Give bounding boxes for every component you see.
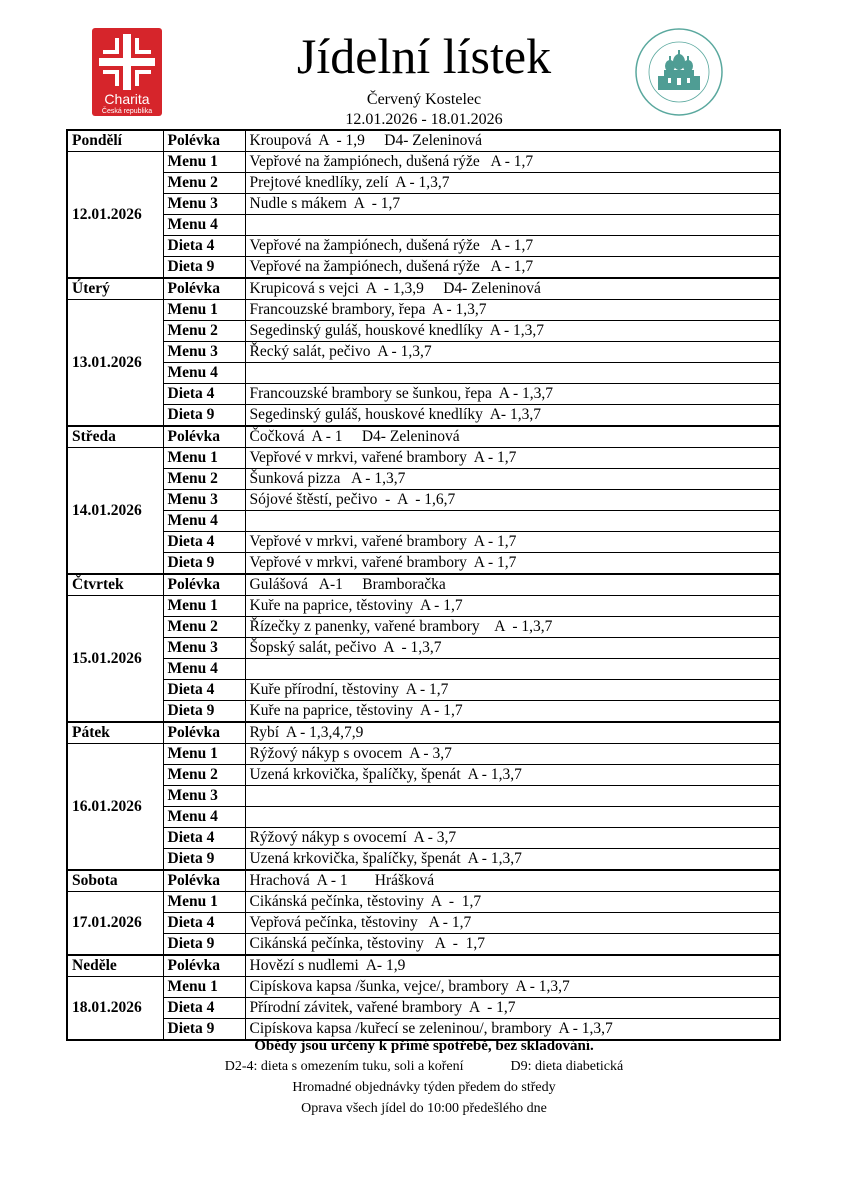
- meal-description: Francouzské brambory, řepa A - 1,3,7: [245, 300, 780, 321]
- day-date: 16.01.2026: [67, 744, 163, 871]
- meal-description: Rýžový nákyp s ovocem A - 3,7: [245, 744, 780, 765]
- meal-type: Dieta 9: [163, 934, 245, 956]
- day-date: 15.01.2026: [67, 596, 163, 723]
- meal-type: Menu 2: [163, 173, 245, 194]
- meal-type: Menu 1: [163, 892, 245, 913]
- meal-type: Menu 1: [163, 152, 245, 173]
- meal-description: Vepřové na žampiónech, dušená rýže A - 1,7: [245, 152, 780, 173]
- menu-row: [67, 300, 780, 321]
- menu-row: [67, 617, 780, 638]
- meal-description: Cipískova kapsa /kuřecí se zeleninou/, brambory A - 1,3,7: [245, 1019, 780, 1041]
- meal-description: Kroupová A - 1,9 D4- Zeleninová: [245, 130, 780, 152]
- meal-description: Vepřové na žampiónech, dušená rýže A - 1,7: [245, 257, 780, 279]
- meal-description: [245, 659, 780, 680]
- meal-type: Menu 1: [163, 596, 245, 617]
- menu-row: [67, 236, 780, 257]
- meal-description: Segedinský guláš, houskové knedlíky A- 1,3,7: [245, 405, 780, 427]
- diet-d9-legend: D9: dieta diabetická: [510, 1059, 624, 1074]
- meal-type: Menu 1: [163, 744, 245, 765]
- diet-d2-4-legend: D2-4: dieta s omezením tuku, soli a koření: [224, 1059, 464, 1074]
- menu-row: [67, 152, 780, 173]
- menu-row: [67, 405, 780, 427]
- day-name: Pondělí: [67, 130, 163, 152]
- day-date: 12.01.2026: [67, 152, 163, 279]
- menu-row: [67, 532, 780, 553]
- menu-row: [67, 744, 780, 765]
- meal-type: Dieta 4: [163, 828, 245, 849]
- meal-type: Polévka: [163, 426, 245, 448]
- menu-row: [67, 596, 780, 617]
- menu-row: [67, 849, 780, 871]
- menu-row: [67, 786, 780, 807]
- meal-type: Menu 3: [163, 786, 245, 807]
- meal-description: Přírodní závitek, vařené brambory A - 1,7: [245, 998, 780, 1019]
- menu-row: [67, 448, 780, 469]
- meal-type: Menu 2: [163, 617, 245, 638]
- menu-row: [67, 173, 780, 194]
- meal-type: Dieta 4: [163, 532, 245, 553]
- meal-type: Menu 2: [163, 321, 245, 342]
- meal-type: Dieta 9: [163, 553, 245, 575]
- meal-description: Čočková A - 1 D4- Zeleninová: [245, 426, 780, 448]
- day-name: Úterý: [67, 278, 163, 300]
- meal-type: Dieta 9: [163, 257, 245, 279]
- menu-row: [67, 892, 780, 913]
- menu-table: [66, 129, 781, 1041]
- menu-row: [67, 511, 780, 532]
- meal-description: Kuře na paprice, těstoviny A - 1,7: [245, 596, 780, 617]
- location: Červený Kostelec: [366, 91, 482, 108]
- meal-description: [245, 511, 780, 532]
- meal-type: Polévka: [163, 870, 245, 892]
- menu-row: [67, 321, 780, 342]
- menu-row: [67, 765, 780, 786]
- menu-row: [67, 194, 780, 215]
- meal-description: [245, 215, 780, 236]
- menu-row: [67, 807, 780, 828]
- day-date: 18.01.2026: [67, 977, 163, 1041]
- meal-type: Menu 4: [163, 659, 245, 680]
- storage-note: Obědy jsou určeny k přímé spotřebě, bez skladování.: [254, 1038, 594, 1054]
- meal-type: Menu 2: [163, 469, 245, 490]
- meal-description: Hrachová A - 1 Hrášková: [245, 870, 780, 892]
- menu-row: [67, 638, 780, 659]
- meal-description: Prejtové knedlíky, zelí A - 1,3,7: [245, 173, 780, 194]
- meal-description: Řízečky z panenky, vařené brambory A - 1,3,7: [245, 617, 780, 638]
- meal-type: Dieta 9: [163, 1019, 245, 1041]
- meal-type: Polévka: [163, 955, 245, 977]
- menu-row: [67, 215, 780, 236]
- meal-description: Šunková pizza A - 1,3,7: [245, 469, 780, 490]
- meal-description: Vepřové v mrkvi, vařené brambory A - 1,7: [245, 448, 780, 469]
- meal-type: Menu 1: [163, 977, 245, 998]
- meal-type: Menu 2: [163, 765, 245, 786]
- page-title: Jídelní lístek: [296, 28, 552, 84]
- diet-legend: [0, 1059, 848, 1075]
- meal-description: Nudle s mákem A - 1,7: [245, 194, 780, 215]
- meal-description: Krupicová s vejci A - 1,3,9 D4- Zeleninová: [245, 278, 780, 300]
- day-name: Neděle: [67, 955, 163, 977]
- meal-type: Polévka: [163, 130, 245, 152]
- meal-description: Rýžový nákyp s ovocemí A - 3,7: [245, 828, 780, 849]
- meal-description: Rybí A - 1,3,4,7,9: [245, 722, 780, 744]
- meal-description: Cikánská pečínka, těstoviny A - 1,7: [245, 892, 780, 913]
- meal-description: Vepřová pečínka, těstoviny A - 1,7: [245, 913, 780, 934]
- day-date: 14.01.2026: [67, 448, 163, 575]
- date-range: 12.01.2026 - 18.01.2026: [345, 111, 503, 128]
- day-header-row: [67, 574, 780, 596]
- day-name: Sobota: [67, 870, 163, 892]
- meal-type: Menu 3: [163, 490, 245, 511]
- meal-description: Segedinský guláš, houskové knedlíky A - 1,3,7: [245, 321, 780, 342]
- menu-row: [67, 977, 780, 998]
- day-header-row: [67, 955, 780, 977]
- day-header-row: [67, 426, 780, 448]
- menu-row: [67, 363, 780, 384]
- meal-type: Menu 1: [163, 448, 245, 469]
- meal-type: Menu 3: [163, 342, 245, 363]
- meal-type: Dieta 9: [163, 405, 245, 427]
- menu-row: [67, 257, 780, 279]
- menu-row: [67, 469, 780, 490]
- day-date: 17.01.2026: [67, 892, 163, 956]
- menu-row: [67, 998, 780, 1019]
- meal-type: Dieta 4: [163, 913, 245, 934]
- meal-description: Sójové štěstí, pečivo - A - 1,6,7: [245, 490, 780, 511]
- menu-row: [67, 701, 780, 723]
- menu-row: [67, 490, 780, 511]
- corrections-note: Oprava všech jídel do 10:00 předešlého dne: [301, 1101, 547, 1116]
- meal-type: Dieta 4: [163, 680, 245, 701]
- menu-row: [67, 828, 780, 849]
- meal-description: Uzená krkovička, špalíčky, špenát A - 1,3,7: [245, 849, 780, 871]
- meal-description: Cipískova kapsa /šunka, vejce/, brambory A - 1,3,7: [245, 977, 780, 998]
- day-name: Pátek: [67, 722, 163, 744]
- meal-description: Kuře přírodní, těstoviny A - 1,7: [245, 680, 780, 701]
- meal-description: Cikánská pečínka, těstoviny A - 1,7: [245, 934, 780, 956]
- day-name: Středa: [67, 426, 163, 448]
- day-header-row: [67, 722, 780, 744]
- meal-description: [245, 786, 780, 807]
- meal-type: Menu 3: [163, 638, 245, 659]
- meal-description: Gulášová A-1 Bramboračka: [245, 574, 780, 596]
- menu-row: [67, 1019, 780, 1041]
- meal-description: [245, 363, 780, 384]
- menu-row: [67, 659, 780, 680]
- meal-type: Menu 4: [163, 511, 245, 532]
- meal-description: Francouzské brambory se šunkou, řepa A - 1,3,7: [245, 384, 780, 405]
- meal-type: Polévka: [163, 278, 245, 300]
- day-date: 13.01.2026: [67, 300, 163, 427]
- bulk-orders-note: Hromadné objednávky týden předem do středy: [292, 1080, 556, 1095]
- meal-type: Menu 4: [163, 215, 245, 236]
- charita-logo-text: Charita: [104, 91, 150, 107]
- meal-type: Dieta 9: [163, 701, 245, 723]
- meal-type: Menu 3: [163, 194, 245, 215]
- meal-description: Řecký salát, pečivo A - 1,3,7: [245, 342, 780, 363]
- meal-type: Dieta 9: [163, 849, 245, 871]
- meal-type: Menu 4: [163, 363, 245, 384]
- meal-description: [245, 807, 780, 828]
- day-name: Čtvrtek: [67, 574, 163, 596]
- meal-description: Šopský salát, pečivo A - 1,3,7: [245, 638, 780, 659]
- menu-row: [67, 934, 780, 956]
- day-header-row: [67, 130, 780, 152]
- meal-type: Menu 4: [163, 807, 245, 828]
- meal-description: Uzená krkovička, špalíčky, špenát A - 1,3,7: [245, 765, 780, 786]
- day-header-row: [67, 870, 780, 892]
- meal-type: Polévka: [163, 574, 245, 596]
- day-header-row: [67, 278, 780, 300]
- menu-row: [67, 680, 780, 701]
- meal-description: Kuře na paprice, těstoviny A - 1,7: [245, 701, 780, 723]
- menu-row: [67, 342, 780, 363]
- meal-type: Polévka: [163, 722, 245, 744]
- charita-logo-subtext: Česká republika: [101, 108, 153, 115]
- meal-description: Vepřové na žampiónech, dušená rýže A - 1,7: [245, 236, 780, 257]
- meal-type: Dieta 4: [163, 236, 245, 257]
- menu-row: [67, 913, 780, 934]
- menu-row: [67, 384, 780, 405]
- meal-type: Dieta 4: [163, 384, 245, 405]
- meal-type: Dieta 4: [163, 998, 245, 1019]
- meal-description: Vepřové v mrkvi, vařené brambory A - 1,7: [245, 532, 780, 553]
- menu-table-body: [67, 130, 780, 1040]
- meal-description: Hovězí s nudlemi A- 1,9: [245, 955, 780, 977]
- meal-description: Vepřové v mrkvi, vařené brambory A - 1,7: [245, 553, 780, 575]
- menu-row: [67, 553, 780, 575]
- meal-type: Menu 1: [163, 300, 245, 321]
